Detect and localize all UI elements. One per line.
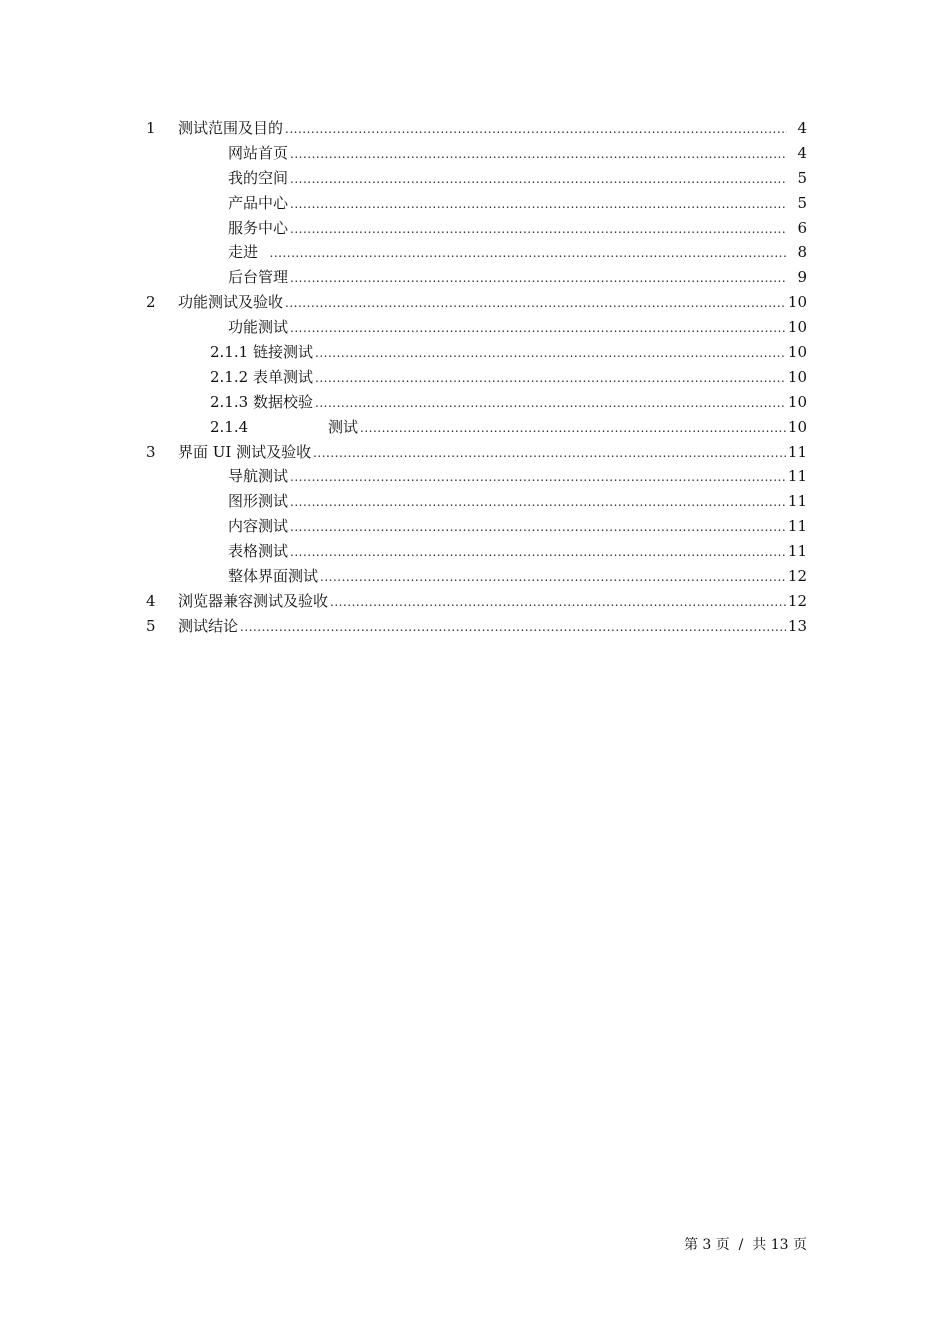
- toc-entry-title: 产品中心: [228, 193, 289, 212]
- toc-entry[interactable]: [0, 166, 950, 191]
- toc-entry[interactable]: [0, 464, 950, 489]
- toc-entry-page-number: 5: [797, 168, 807, 187]
- toc-entry-page-number: 10: [787, 318, 807, 337]
- toc-entry-page-number: 13: [787, 616, 807, 635]
- toc-entry[interactable]: [0, 340, 950, 365]
- toc-entry[interactable]: [0, 216, 950, 241]
- toc-entry[interactable]: [0, 514, 950, 539]
- toc-dot-leader: [290, 316, 786, 341]
- toc-entry-number: 4: [146, 591, 156, 610]
- toc-dot-leader: [290, 540, 786, 565]
- toc-dot-leader: [290, 490, 786, 515]
- toc-entry[interactable]: [0, 564, 950, 589]
- toc-entry-title: 测试: [328, 417, 359, 436]
- toc-entry[interactable]: [0, 116, 950, 141]
- toc-entry-page-number: 10: [787, 392, 807, 411]
- toc-entry-page-number: 10: [787, 293, 807, 312]
- toc-entry-page-number: 10: [787, 343, 807, 362]
- toc-entry-page-number: 11: [787, 492, 807, 511]
- toc-entry-page-number: 4: [797, 143, 807, 162]
- toc-dot-leader: [290, 167, 787, 192]
- toc-entry[interactable]: [0, 265, 950, 290]
- toc-dot-leader: [285, 291, 786, 316]
- toc-entry-title: 测试结论: [178, 616, 239, 635]
- toc-entry-page-number: 11: [787, 542, 807, 561]
- toc-entry-number: 2.1.2: [210, 367, 249, 386]
- toc-entry-title: 功能测试及验收: [178, 293, 284, 312]
- toc-entry-number: 2.1.4: [210, 417, 249, 436]
- toc-entry-number: 2.1.3: [210, 392, 249, 411]
- toc-dot-leader: [290, 142, 787, 167]
- toc-entry-title: 服务中心: [228, 218, 289, 237]
- toc-entry[interactable]: [0, 415, 950, 440]
- toc-entry-page-number: 12: [787, 591, 807, 610]
- toc-entry-title: 测试范围及目的: [178, 119, 284, 137]
- toc-dot-leader: [330, 590, 786, 615]
- toc-entry[interactable]: [0, 589, 950, 614]
- toc-dot-leader: [270, 241, 787, 266]
- toc-entry-number: 2: [146, 293, 156, 312]
- toc-entry-page-number: 9: [797, 268, 807, 287]
- toc-entry-page-number: 11: [787, 517, 807, 536]
- toc-dot-leader: [240, 615, 786, 640]
- toc-entry-title: 后台管理: [228, 268, 289, 287]
- toc-entry-title: 网站首页: [228, 143, 289, 162]
- toc-dot-leader: [290, 217, 787, 242]
- toc-entry[interactable]: [0, 365, 950, 390]
- toc-entry-title: 走进: [228, 243, 268, 262]
- toc-entry-number: 1: [146, 119, 156, 137]
- toc-dot-leader: [360, 416, 786, 441]
- toc-entry-number: 2.1.1: [210, 343, 249, 362]
- toc-entry-title: 导航测试: [228, 467, 289, 486]
- toc-entry-title: 功能测试: [228, 318, 289, 337]
- toc-entry-title: 表单测试: [253, 367, 314, 386]
- toc-entry[interactable]: [0, 539, 950, 564]
- toc-entry-page-number: 4: [797, 119, 807, 137]
- toc-entry[interactable]: [0, 315, 950, 340]
- toc-entry-number: 3: [146, 442, 156, 461]
- toc-entry[interactable]: [0, 390, 950, 415]
- toc-dot-leader: [315, 341, 786, 366]
- toc-entry-page-number: 5: [797, 193, 807, 212]
- toc-entry-number: 5: [146, 616, 156, 635]
- toc-entry[interactable]: [0, 489, 950, 514]
- table-of-contents: [0, 116, 950, 639]
- toc-entry-title: 数据校验: [253, 392, 314, 411]
- toc-entry-title: 内容测试: [228, 517, 289, 536]
- toc-entry-title: 整体界面测试: [228, 567, 319, 586]
- toc-dot-leader: [290, 266, 787, 291]
- toc-dot-leader: [313, 441, 786, 466]
- toc-entry-page-number: 11: [787, 442, 807, 461]
- toc-entry[interactable]: [0, 614, 950, 639]
- toc-dot-leader: [290, 515, 786, 540]
- toc-entry-page-number: 6: [797, 218, 807, 237]
- toc-entry-title: 表格测试: [228, 542, 289, 561]
- toc-dot-leader: [290, 192, 787, 217]
- toc-entry[interactable]: [0, 191, 950, 216]
- toc-entry-title: 界面 UI 测试及验收: [178, 442, 312, 461]
- toc-entry-page-number: 10: [787, 417, 807, 436]
- toc-entry-title: 我的空间: [228, 168, 289, 187]
- toc-entry-title: 浏览器兼容测试及验收: [178, 591, 329, 610]
- toc-dot-leader: [320, 565, 786, 590]
- toc-entry-page-number: 11: [787, 467, 807, 486]
- toc-dot-leader: [290, 465, 786, 490]
- toc-entry[interactable]: [0, 240, 950, 265]
- toc-dot-leader: [315, 391, 786, 416]
- toc-entry[interactable]: [0, 440, 950, 465]
- page-footer: 第 3 页 / 共 13 页: [683, 1237, 807, 1253]
- toc-entry-page-number: 8: [797, 243, 807, 262]
- toc-entry-page-number: 12: [787, 567, 807, 586]
- toc-dot-leader: [315, 366, 786, 391]
- toc-entry-page-number: 10: [787, 367, 807, 386]
- toc-entry[interactable]: [0, 141, 950, 166]
- toc-entry-title: 链接测试: [253, 343, 314, 362]
- toc-dot-leader: [285, 117, 787, 142]
- toc-entry[interactable]: [0, 290, 950, 315]
- toc-entry-title: 图形测试: [228, 492, 289, 511]
